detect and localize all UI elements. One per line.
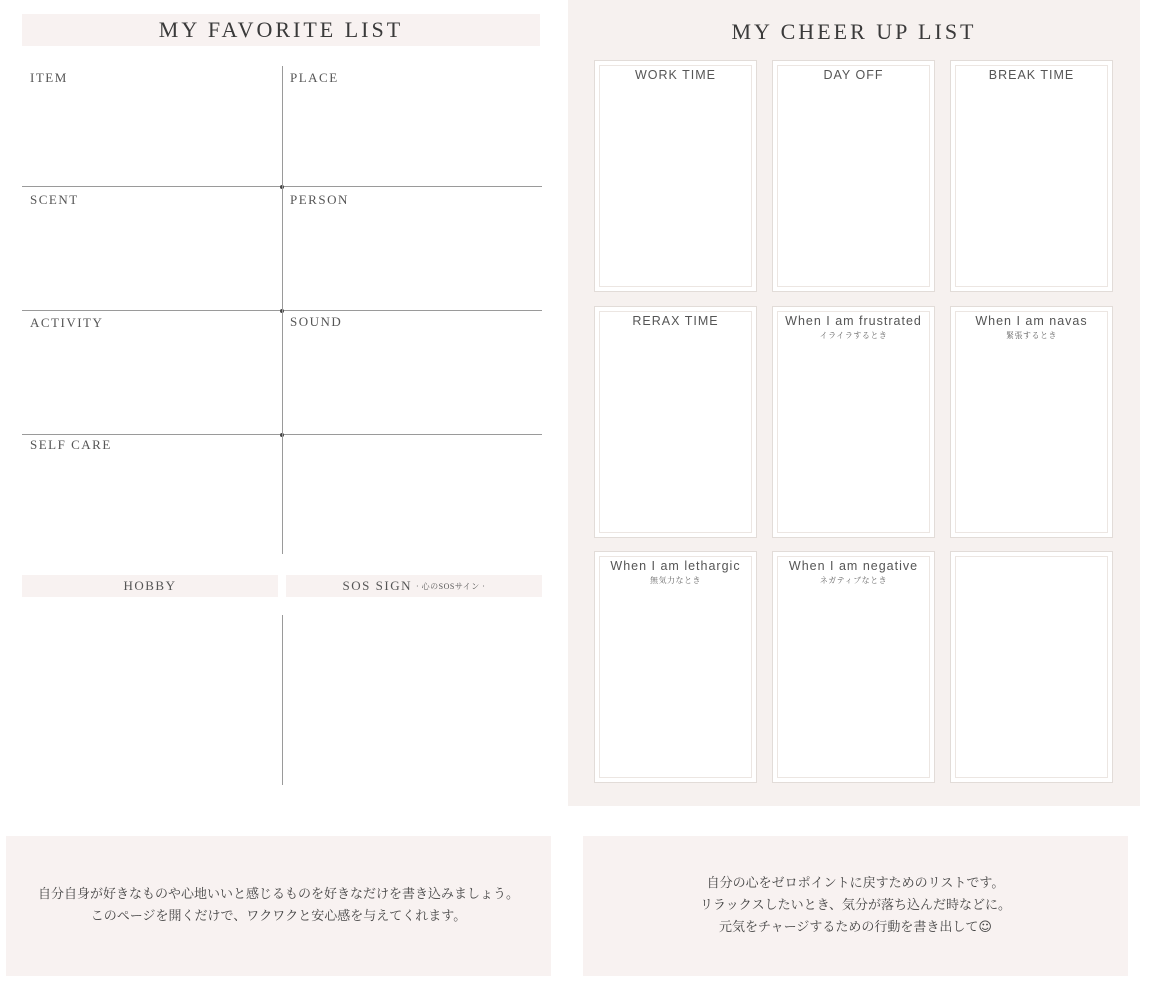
scent-label: SCENT: [30, 192, 79, 207]
divider: [22, 186, 280, 187]
cheer-card-sublabel: イライラするとき: [819, 331, 888, 340]
card-border: [955, 556, 1108, 778]
cheer-up-list-title: MY CHEER UP LIST: [731, 19, 977, 44]
cheer-card: [594, 551, 757, 783]
sound-label: SOUND: [290, 314, 343, 329]
sos-sign-sublabel: · 心のSOSサイン ·: [415, 581, 486, 591]
divider: [22, 434, 280, 435]
cheer-card-label: BREAK TIME: [988, 68, 1075, 82]
divider: [284, 186, 542, 187]
cheer-card-label: When I am negative: [788, 559, 919, 573]
favorite-list-caption: [6, 836, 551, 976]
cheer-card: [772, 551, 935, 783]
caption-line: 自分の心をゼロポイントに戻すためのリストです。: [706, 876, 1005, 891]
card-border: [777, 556, 930, 778]
cheer-card-label: DAY OFF: [823, 68, 884, 82]
caption-line: 元気をチャージするための行動を書き出して☺: [719, 920, 992, 935]
cheer-card: [594, 60, 757, 292]
card-border: [599, 311, 752, 533]
cheer-card: [950, 60, 1113, 292]
cheer-card: [950, 551, 1113, 783]
card-border: [599, 556, 752, 778]
cheer-card-sublabel: 緊張するとき: [1006, 331, 1057, 340]
cheer-card: [772, 60, 935, 292]
cheer-card: [950, 306, 1113, 538]
vertical-divider: [282, 615, 283, 785]
divider: [284, 310, 542, 311]
hobby-label: HOBBY: [123, 578, 177, 593]
cheer-card-label: When I am frustrated: [785, 314, 922, 328]
vertical-divider: [282, 66, 283, 554]
hobby-header: [22, 575, 278, 597]
cheer-card-label: When I am lethargic: [610, 559, 741, 573]
caption-line: 自分自身が好きなものや心地いいと感じるものを好きなだけを書き込みましょう。: [37, 887, 519, 902]
card-border: [599, 65, 752, 287]
card-border: [777, 311, 930, 533]
cheer-card-label: When I am navas: [975, 314, 1088, 328]
card-border: [955, 311, 1108, 533]
cheer-up-list-caption: [583, 836, 1128, 976]
card-border: [955, 65, 1108, 287]
activity-label: ACTIVITY: [30, 315, 104, 330]
item-label: ITEM: [30, 70, 68, 85]
person-label: PERSON: [290, 192, 349, 207]
cheer-card-sublabel: 無気力なとき: [650, 576, 701, 585]
cheer-card-label: WORK TIME: [635, 68, 716, 82]
sos-sign-header: [286, 575, 542, 597]
cheer-up-list-page: [568, 0, 1140, 806]
caption-line: このページを開くだけで、ワクワクと安心感を与えてくれます。: [90, 909, 467, 924]
self-care-label: SELF CARE: [30, 437, 112, 452]
cheer-card-sublabel: ネガティブなとき: [819, 576, 888, 585]
place-label: PLACE: [290, 70, 339, 85]
favorite-list-page: [0, 0, 560, 810]
cheer-card: [772, 306, 935, 538]
favorite-list-title: MY FAVORITE LIST: [22, 14, 540, 46]
caption-line: リラックスしたいとき、気分が落ち込んだ時などに。: [699, 898, 1012, 913]
divider: [284, 434, 542, 435]
cheer-card-label: RERAX TIME: [632, 314, 719, 328]
sos-sign-label: SOS SIGN: [342, 578, 412, 593]
card-border: [777, 65, 930, 287]
cheer-card: [594, 306, 757, 538]
divider: [22, 310, 280, 311]
